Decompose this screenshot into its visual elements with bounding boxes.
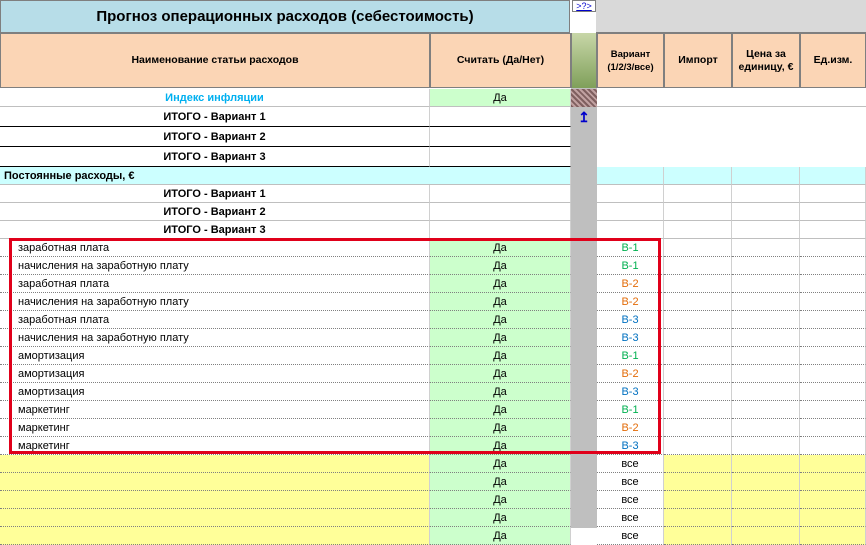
- fixed-total-3-count[interactable]: [430, 221, 571, 239]
- expense-row-import[interactable]: [664, 365, 732, 383]
- header-name: Наименование статьи расходов: [0, 33, 430, 88]
- fixed-total-variant-1[interactable]: ИТОГО - Вариант 1: [0, 185, 430, 203]
- blank-row-variant[interactable]: все: [597, 491, 664, 509]
- expense-row-variant[interactable]: В-1: [597, 347, 664, 365]
- expense-row-variant[interactable]: В-1: [597, 239, 664, 257]
- expense-row-import[interactable]: [664, 383, 732, 401]
- expense-row-price[interactable]: [732, 347, 800, 365]
- blank-row-unit[interactable]: [800, 491, 866, 509]
- top-gap-area: [596, 0, 866, 33]
- expense-row-variant[interactable]: В-2: [597, 275, 664, 293]
- expense-row-price[interactable]: [732, 437, 800, 455]
- totals-right-empty: [597, 107, 866, 167]
- arrow-up-icon[interactable]: ↥: [575, 108, 593, 126]
- expense-row-unit[interactable]: [800, 401, 866, 419]
- blank-row-import[interactable]: [664, 527, 732, 545]
- expense-row-count[interactable]: Да: [430, 437, 571, 455]
- expense-row-name[interactable]: амортизация: [0, 347, 430, 365]
- expense-row-name[interactable]: начисления на заработную плату: [0, 293, 430, 311]
- expense-row-unit[interactable]: [800, 239, 866, 257]
- expense-row-count[interactable]: Да: [430, 419, 571, 437]
- expense-row-unit[interactable]: [800, 257, 866, 275]
- fixed-total-1-variant[interactable]: [597, 185, 664, 203]
- expense-row-unit[interactable]: [800, 347, 866, 365]
- total-variant-2[interactable]: ИТОГО - Вариант 2: [0, 127, 430, 147]
- expense-row-import[interactable]: [664, 437, 732, 455]
- fixed-total-variant-3[interactable]: ИТОГО - Вариант 3: [0, 221, 430, 239]
- total-variant-3-count[interactable]: [430, 147, 571, 167]
- blank-row-name[interactable]: [0, 491, 430, 509]
- expense-row-name[interactable]: заработная плата: [0, 239, 430, 257]
- header-unit: Ед.изм.: [800, 33, 866, 88]
- expense-row-price[interactable]: [732, 329, 800, 347]
- total-variant-1-count[interactable]: [430, 107, 571, 127]
- fixed-total-2-import[interactable]: [664, 203, 732, 221]
- expense-row-import[interactable]: [664, 239, 732, 257]
- expense-row-count[interactable]: Да: [430, 257, 571, 275]
- section-unit-cell: [800, 167, 866, 185]
- expense-row-import[interactable]: [664, 311, 732, 329]
- expense-row-unit[interactable]: [800, 365, 866, 383]
- expense-row-import[interactable]: [664, 419, 732, 437]
- fixed-total-2-price[interactable]: [732, 203, 800, 221]
- blank-row-price[interactable]: [732, 473, 800, 491]
- section-price-cell: [732, 167, 800, 185]
- expense-row-price[interactable]: [732, 365, 800, 383]
- blank-row-name[interactable]: [0, 509, 430, 527]
- fixed-total-1-count[interactable]: [430, 185, 571, 203]
- header-import: Импорт: [664, 33, 732, 88]
- expense-row-import[interactable]: [664, 275, 732, 293]
- blank-row-unit[interactable]: [800, 509, 866, 527]
- expense-row-variant[interactable]: В-3: [597, 311, 664, 329]
- expense-row-import[interactable]: [664, 401, 732, 419]
- expense-row-import[interactable]: [664, 347, 732, 365]
- expense-row-count[interactable]: Да: [430, 347, 571, 365]
- blank-row-import[interactable]: [664, 473, 732, 491]
- expense-row-unit[interactable]: [800, 437, 866, 455]
- inflation-label[interactable]: Индекс инфляции: [0, 89, 430, 107]
- expense-row-count[interactable]: Да: [430, 383, 571, 401]
- section-import-cell: [664, 167, 732, 185]
- expense-row-price[interactable]: [732, 383, 800, 401]
- expense-row-import[interactable]: [664, 293, 732, 311]
- header-count: Считать (Да/Нет): [430, 33, 571, 88]
- fixed-total-2-variant[interactable]: [597, 203, 664, 221]
- fixed-total-3-import[interactable]: [664, 221, 732, 239]
- expense-row-name[interactable]: маркетинг: [0, 437, 430, 455]
- expense-row-unit[interactable]: [800, 293, 866, 311]
- expense-row-price[interactable]: [732, 275, 800, 293]
- separator-column-header: [571, 33, 597, 88]
- expense-row-name[interactable]: заработная плата: [0, 275, 430, 293]
- expense-row-variant[interactable]: В-3: [597, 329, 664, 347]
- expense-row-unit[interactable]: [800, 383, 866, 401]
- blank-row-count[interactable]: Да: [430, 509, 571, 527]
- blank-row-variant[interactable]: все: [597, 455, 664, 473]
- hatched-cell: [571, 89, 597, 107]
- expense-row-import[interactable]: [664, 329, 732, 347]
- header-variant: Вариант (1/2/3/все): [597, 33, 664, 88]
- blank-row-variant[interactable]: все: [597, 527, 664, 545]
- fixed-total-variant-2[interactable]: ИТОГО - Вариант 2: [0, 203, 430, 221]
- blank-row-price[interactable]: [732, 527, 800, 545]
- fixed-total-1-price[interactable]: [732, 185, 800, 203]
- expense-row-price[interactable]: [732, 419, 800, 437]
- expense-row-variant[interactable]: В-1: [597, 401, 664, 419]
- fixed-total-3-variant[interactable]: [597, 221, 664, 239]
- fixed-total-1-unit[interactable]: [800, 185, 866, 203]
- expense-row-count[interactable]: Да: [430, 275, 571, 293]
- blank-row-price[interactable]: [732, 509, 800, 527]
- expense-row-price[interactable]: [732, 401, 800, 419]
- blank-row-price[interactable]: [732, 491, 800, 509]
- fixed-total-3-price[interactable]: [732, 221, 800, 239]
- blank-row-count[interactable]: Да: [430, 473, 571, 491]
- expense-row-unit[interactable]: [800, 311, 866, 329]
- blank-row-price[interactable]: [732, 455, 800, 473]
- expense-row-unit[interactable]: [800, 419, 866, 437]
- help-link-button[interactable]: >?>: [572, 0, 596, 12]
- expense-row-price[interactable]: [732, 293, 800, 311]
- blank-row-import[interactable]: [664, 509, 732, 527]
- expense-row-variant[interactable]: В-2: [597, 365, 664, 383]
- expense-row-name[interactable]: амортизация: [0, 383, 430, 401]
- expense-row-count[interactable]: Да: [430, 365, 571, 383]
- blank-row-count[interactable]: Да: [430, 527, 571, 545]
- blank-row-import[interactable]: [664, 455, 732, 473]
- inflation-count[interactable]: Да: [430, 89, 571, 107]
- fixed-total-3-unit[interactable]: [800, 221, 866, 239]
- blank-row-unit[interactable]: [800, 473, 866, 491]
- fixed-total-2-count[interactable]: [430, 203, 571, 221]
- expense-row-variant[interactable]: В-3: [597, 437, 664, 455]
- fixed-total-1-import[interactable]: [664, 185, 732, 203]
- expense-row-price[interactable]: [732, 257, 800, 275]
- expense-row-variant[interactable]: В-3: [597, 383, 664, 401]
- header-price: Цена за единицу, €: [732, 33, 800, 88]
- blank-row-unit[interactable]: [800, 527, 866, 545]
- fixed-total-2-unit[interactable]: [800, 203, 866, 221]
- total-variant-3[interactable]: ИТОГО - Вариант 3: [0, 147, 430, 167]
- total-variant-1[interactable]: ИТОГО - Вариант 1: [0, 107, 430, 127]
- section-fixed-expenses[interactable]: Постоянные расходы, €: [0, 167, 571, 185]
- section-variant-cell: [597, 167, 664, 185]
- expense-row-count[interactable]: Да: [430, 239, 571, 257]
- expense-row-variant[interactable]: В-1: [597, 257, 664, 275]
- expense-row-variant[interactable]: В-2: [597, 293, 664, 311]
- expense-row-name[interactable]: начисления на заработную плату: [0, 257, 430, 275]
- expense-row-count[interactable]: Да: [430, 293, 571, 311]
- blank-row-count[interactable]: Да: [430, 455, 571, 473]
- blank-row-import[interactable]: [664, 491, 732, 509]
- blank-row-unit[interactable]: [800, 455, 866, 473]
- expense-row-name[interactable]: начисления на заработную плату: [0, 329, 430, 347]
- blank-row-variant[interactable]: все: [597, 509, 664, 527]
- blank-row-name[interactable]: [0, 527, 430, 545]
- expense-row-variant[interactable]: В-2: [597, 419, 664, 437]
- expense-row-name[interactable]: заработная плата: [0, 311, 430, 329]
- expense-row-count[interactable]: Да: [430, 311, 571, 329]
- expense-row-unit[interactable]: [800, 329, 866, 347]
- expense-row-name[interactable]: амортизация: [0, 365, 430, 383]
- blank-row-name[interactable]: [0, 473, 430, 491]
- expense-row-count[interactable]: Да: [430, 329, 571, 347]
- expense-row-name[interactable]: маркетинг: [0, 419, 430, 437]
- blank-row-variant[interactable]: все: [597, 473, 664, 491]
- sheet-title: Прогноз операционных расходов (себестоимость): [0, 0, 570, 33]
- blank-row-name[interactable]: [0, 455, 430, 473]
- expense-row-price[interactable]: [732, 239, 800, 257]
- inflation-empty: [597, 89, 866, 107]
- expense-row-unit[interactable]: [800, 275, 866, 293]
- expense-row-count[interactable]: Да: [430, 401, 571, 419]
- blank-row-count[interactable]: Да: [430, 491, 571, 509]
- total-variant-2-count[interactable]: [430, 127, 571, 147]
- expense-row-import[interactable]: [664, 257, 732, 275]
- expense-row-name[interactable]: маркетинг: [0, 401, 430, 419]
- expense-row-price[interactable]: [732, 311, 800, 329]
